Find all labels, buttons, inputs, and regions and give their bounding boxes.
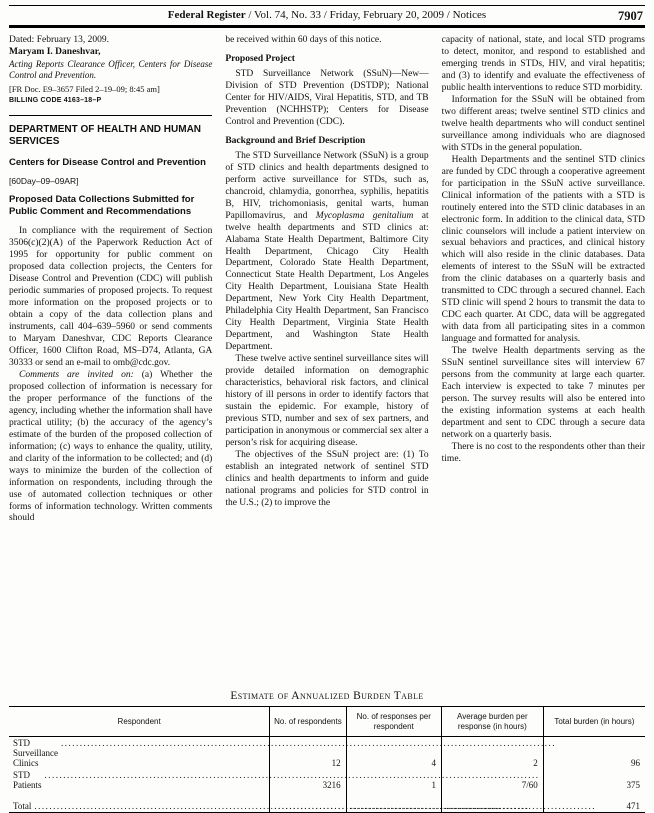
- paragraph: Information for the SSuN will be obtained from two different areas; twelve sentinel STD clinics and twelve health departments who will conduct sentinel surveillance among individuals who are diagnosed with STDs in the general population.: [441, 94, 645, 153]
- journal-issue-info: / Vol. 74, No. 33 / Friday, February 20, 2009 / Notices: [245, 9, 487, 21]
- col-header-total-burden: Total burden (in hours): [543, 707, 645, 737]
- cell-responses: 4: [346, 737, 441, 770]
- col-header-respondent: Respondent: [9, 707, 270, 737]
- dot-leader: [351, 801, 436, 811]
- total-label: Total: [13, 801, 32, 812]
- paragraph: The objectives of the SSuN project are: (1) To establish an integrated network of sentinel STD clinics and health departments to inform and guide national programs and policies for STD control in the U.S.; (2) to improve the: [225, 449, 429, 508]
- col-header-avg-burden: Average burden per response (in hours): [441, 707, 543, 737]
- page-number: 7907: [618, 9, 643, 23]
- comments-body: (a) Whether the proposed collection of information is necessary for the proper performance of the functions of the agency, including whether the information shall have practical utility; (b) the accuracy of the agency’s estimate of the burden of the proposed collection of information; (c) ways to enhance the quality, utility, and clarity of the information to be collected; and (d) ways to minimize the burden of the collection of information on respondents, including through the use of automated collection techniques or other forms of information technology. Written comments should: [9, 369, 213, 524]
- paragraph: [225, 151, 428, 354]
- cell-avg-burden: 2: [441, 737, 543, 770]
- column-2: [225, 35, 428, 681]
- table-spacer-row: [9, 791, 645, 800]
- proposed-project-heading: Proposed Project: [225, 53, 295, 64]
- cell-grand-total: 471: [543, 800, 645, 813]
- table-row: [9, 737, 645, 770]
- background-text: The STD Surveillance Network (SSuN) is a group of STD clinics and health departments designed to perform active surveillance for STDs, such as, chancroid, chlamydia, gonorrhea, syphilis, hepatitis B, HIV, trichomoniasis, genital warts, human Papillomavirus, and: [225, 150, 429, 221]
- paragraph: There is no cost to the respondents other than their time.: [441, 441, 645, 464]
- burden-table-section: [9, 690, 645, 813]
- fr-doc-line: [FR Doc. E9–3657 Filed 2–19–09; 8:45 am]: [9, 84, 160, 95]
- cell-responses: 1: [346, 769, 441, 791]
- cell-avg-burden: 7/60: [441, 769, 543, 791]
- dot-leader: [274, 801, 340, 811]
- document-separator-rule: [9, 115, 212, 116]
- billing-code: BILLING CODE 4163–18–P: [9, 97, 102, 105]
- cell-respondents: 12: [270, 737, 346, 770]
- paragraph: In compliance with the requirement of Section 3506(c)(2)(A) of the Paperwork Reduction Act of 1995 for opportunity for public comment on proposed data collection projects, the Centers for Disease Control and Prevention (CDC) will publish periodic summaries of proposed projects. To request more information on the proposed projects or to obtain a copy of the data collection plans and instruments, call 404–639–5960 or send comments to Maryam Daneshvar, CDC Reports Clearance Officer, 1600 Clifton Road, MS–D74, Atlanta, GA 30333 or send an e-mail to omb@cdc.gov.: [9, 226, 213, 368]
- table-title: Estimate of Annualized Burden Table: [230, 690, 424, 702]
- background-text: at twelve health departments and STD clinics at: Alabama State Health Department, Baltimore City Health Department, Chicago City Health Department, Colorado State Health Department, Connecticut State Health Department, Los Angeles City Health Department, Louisiana State Health Department, New York City Health Department, Philadelphia City Health Department, San Francisco City Health Department, Virginia State Health Department, and Washington State Health Department.: [225, 210, 429, 353]
- species-name: Mycoplasma genitalium: [315, 210, 414, 221]
- background-heading: Background and Brief Description: [225, 135, 366, 146]
- column-1: [9, 35, 212, 681]
- paragraph: Health Departments and the sentinel STD clinics are funded by CDC through a cooperative agreement for participation in the SSuN active surveillance. Clinical information of the patients with a STD is routinely entered into the STD clinic databases in an electronic form. In addition to the clinical data, STD clinic counselors will include a patient interview on sexual behaviors and practices, and clinical history which will also reside in the clinic databases. Data elements of interest to the SSuN will be extracted from the clinic databases on a quarterly basis and transmitted to CDC through a secured channel. Each STD clinic will spend 2 hours to transmit the data to CDC each quarter. At CDC, data will be aggregated with data from all participating sites in a common language and formatted for analysis.: [441, 154, 645, 345]
- department-heading: DEPARTMENT OF HEALTH AND HUMAN SERVICES: [9, 123, 202, 148]
- table-total-row: [9, 800, 645, 813]
- paragraph: The twelve Health departments serving as the SSuN sentinel surveillance sites will interview 67 persons from the community at large each quarter. Each interview is expected to take 7 minutes per person. The survey results will also be entered into the existing information systems at each health department and sent to CDC through a secure data network on a quarterly basis.: [441, 346, 645, 440]
- comments-lead-in: Comments are invited on:: [19, 369, 134, 380]
- table-row: [9, 769, 645, 791]
- cell-respondents: 3216: [270, 769, 346, 791]
- dot-leader: [61, 738, 556, 748]
- column-3: [442, 35, 645, 681]
- paragraph: These twelve active sentinel surveillance sites will provide detailed information on demographic characteristics, behavioral risk factors, and clinical history of ill persons in order to identify factors that sustain the epidemic. For example, history of previous STD, number and sex of sex partners, and participation in anonymous or commercial sex alter a person’s risk for acquiring disease.: [225, 354, 429, 448]
- docket-number: [60Day–09–09AR]: [9, 175, 79, 186]
- row-label: STD Patients: [13, 770, 42, 791]
- carryover-text: be received within 60 days of this notice.: [225, 35, 382, 45]
- cell-total-burden: 375: [543, 769, 645, 791]
- journal-title: [11, 9, 643, 21]
- notice-title: Proposed Data Collections Submitted for Public Comment and Recommendations: [9, 193, 195, 217]
- paragraph: [9, 370, 212, 526]
- paragraph: STD Surveillance Network (SSuN)—New—Division of STD Prevention (DSTDP); National Center for HIV/AIDS, Viral Hepatitis, STD, and TB Prevention (NCHHSTP); Centers for Disease Control and Prevention (CDC).: [225, 68, 429, 127]
- signer-title: Acting Reports Clearance Officer, Centers for Disease Control and Prevention.: [9, 58, 213, 81]
- article-columns: [9, 35, 645, 681]
- col-header-no-responses: No. of responses per respondent: [346, 707, 441, 737]
- dated-line: Dated: February 13, 2009.: [9, 35, 109, 45]
- row-label: STD Surveillance Clinics: [13, 738, 58, 769]
- dot-leader: [45, 770, 540, 780]
- cell-total-burden: 96: [543, 737, 645, 770]
- table-header-row: [9, 707, 645, 737]
- running-head: [9, 5, 645, 28]
- col-header-no-respondents: No. of respondents: [270, 707, 346, 737]
- carryover-text: capacity of national, state, and local STD programs to detect, monitor, and respond to established and emerging trends in STDs, HIV, and viral hepatitis; and (3) to identify and evaluate the effectiveness of public health interventions to reduce STD morbidity.: [441, 35, 645, 93]
- journal-name: Federal Register: [167, 9, 246, 21]
- annualized-burden-table: [9, 706, 645, 813]
- agency-heading: Centers for Disease Control and Prevention: [9, 156, 206, 168]
- dot-leader: [446, 801, 538, 811]
- signer-name: Maryam I. Daneshvar,: [9, 46, 101, 57]
